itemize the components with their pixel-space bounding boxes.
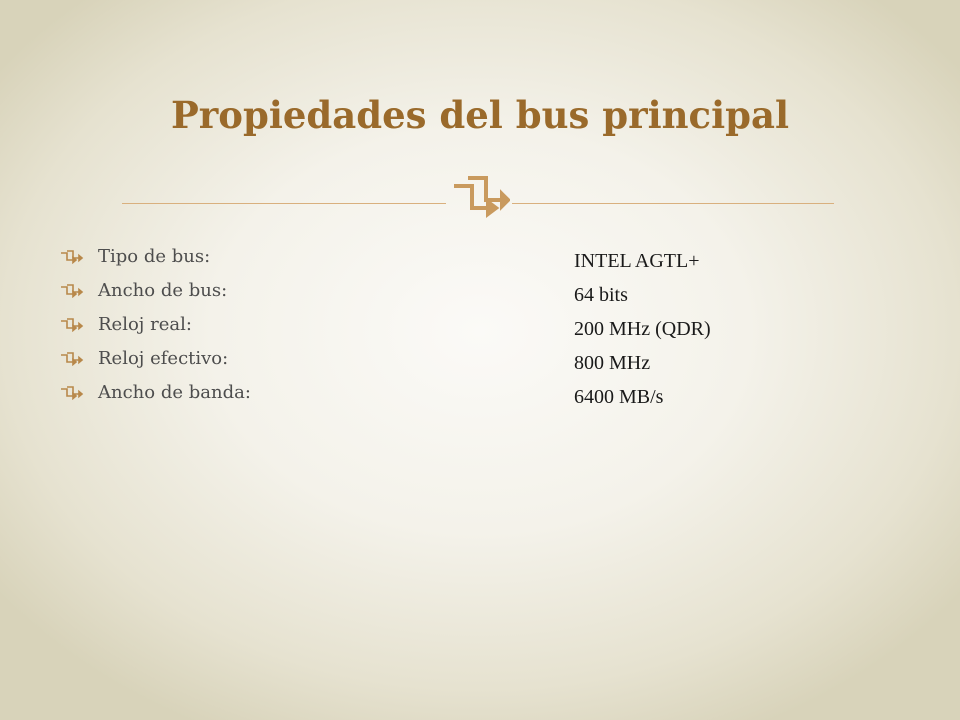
double-arrow-bullet-icon — [60, 250, 84, 264]
list-item — [60, 376, 251, 410]
double-arrow-bullet-icon — [60, 318, 84, 332]
title-divider-right — [512, 203, 834, 204]
property-value: INTEL AGTL+ — [574, 250, 700, 272]
property-labels-list — [60, 240, 251, 410]
list-item — [60, 274, 251, 308]
property-label: Tipo de bus: — [98, 246, 211, 267]
property-label: Ancho de bus: — [98, 280, 228, 301]
double-arrow-bullet-icon — [60, 386, 84, 400]
double-arrow-bullet-icon — [60, 352, 84, 366]
double-arrow-ornament-icon — [448, 172, 510, 224]
property-label: Ancho de banda: — [98, 382, 251, 403]
title-divider-left — [122, 203, 446, 204]
property-label: Reloj real: — [98, 314, 192, 335]
property-value: 6400 MB/s — [574, 386, 664, 408]
list-item — [60, 342, 251, 376]
list-item — [60, 240, 251, 274]
property-values-list — [574, 244, 711, 414]
property-value: 200 MHz (QDR) — [574, 318, 711, 340]
list-item — [60, 308, 251, 342]
property-label: Reloj efectivo: — [98, 348, 229, 369]
double-arrow-bullet-icon — [60, 284, 84, 298]
slide-title: Propiedades del bus principal — [170, 93, 790, 137]
property-value: 800 MHz — [574, 352, 651, 374]
property-value: 64 bits — [574, 284, 628, 306]
